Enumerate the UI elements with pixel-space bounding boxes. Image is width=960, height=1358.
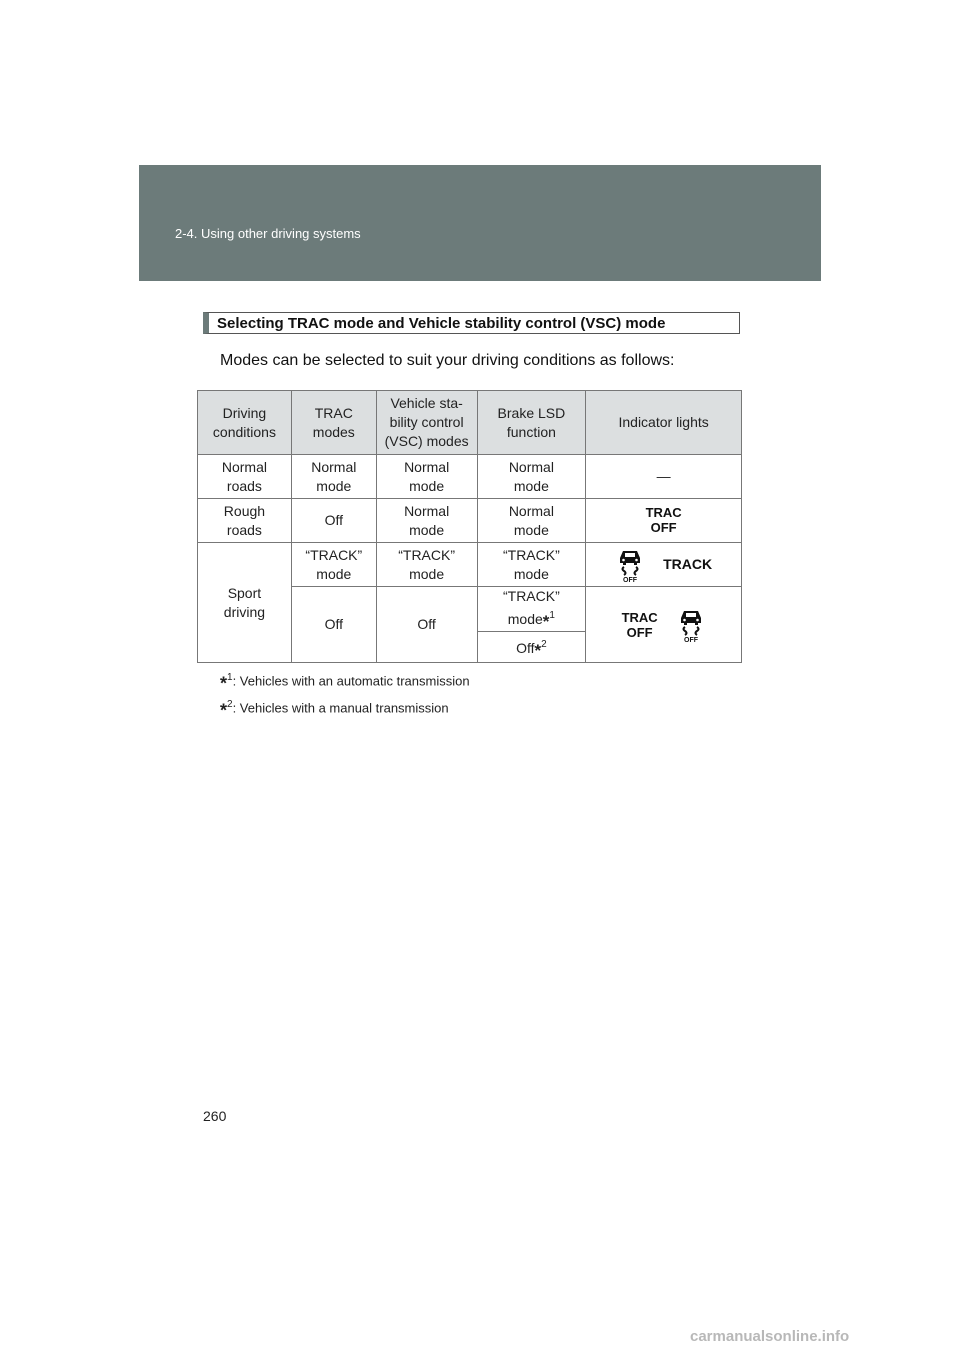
cell-off-indicator	[586, 587, 742, 663]
cell-track-indicator	[586, 543, 742, 587]
cell-rough-trac: Off	[291, 499, 376, 543]
cell-normal-indicator: —	[586, 455, 742, 499]
table-row	[198, 543, 742, 587]
section-heading	[203, 312, 740, 334]
footnote-1: *$^1$: Vehicles with an automatic transmission	[220, 672, 470, 694]
cell-rough-vsc: Normal mode	[376, 499, 477, 543]
cell-normal-trac: Normal mode	[291, 455, 376, 499]
cell-rough-roads: Rough roads	[198, 499, 292, 543]
section-heading-text: Selecting TRAC mode and Vehicle stability control (VSC) mode	[217, 315, 666, 332]
chapter-header-band	[139, 165, 821, 281]
section-title: 2-4. Using other driving systems	[175, 226, 361, 241]
mode-table	[197, 390, 742, 663]
trac-off-indicator: TRAC OFF	[621, 609, 658, 640]
cell-off-trac: Off	[291, 587, 376, 663]
cell-off-lsd-off: Off*$^2$	[477, 632, 586, 663]
vsc-off-icon	[676, 607, 706, 643]
vsc-off-icon	[615, 547, 645, 583]
cell-rough-indicator	[586, 499, 742, 543]
cell-normal-roads: Normal roads	[198, 455, 292, 499]
cell-track-trac: “TRACK” mode	[291, 543, 376, 587]
table-row	[198, 455, 742, 499]
header-brake-lsd: Brake LSD function	[477, 391, 586, 455]
header-indicator-lights: Indicator lights	[586, 391, 742, 455]
cell-track-vsc: “TRACK” mode	[376, 543, 477, 587]
footnote-2: *$^2$: Vehicles with a manual transmission	[220, 699, 449, 721]
svg-text:OFF: OFF	[683, 636, 698, 643]
table-header-row	[198, 391, 742, 455]
svg-text:OFF: OFF	[623, 576, 638, 583]
track-indicator: TRACK	[663, 556, 713, 572]
table-row	[198, 499, 742, 543]
watermark: carmanualsonline.info	[690, 1328, 850, 1345]
trac-off-indicator: TRAC OFF	[645, 504, 682, 535]
header-driving-conditions: Driving conditions	[198, 391, 292, 455]
cell-off-vsc: Off	[376, 587, 477, 663]
header-vsc-modes: Vehicle sta- bility control (VSC) modes	[376, 391, 477, 455]
cell-off-lsd-track: “TRACK” mode*$^1$	[477, 587, 586, 632]
cell-normal-lsd: Normal mode	[477, 455, 586, 499]
header-trac-modes: TRAC modes	[291, 391, 376, 455]
cell-normal-vsc: Normal mode	[376, 455, 477, 499]
cell-rough-lsd: Normal mode	[477, 499, 586, 543]
cell-sport-driving: Sport driving	[198, 543, 292, 663]
cell-track-lsd: “TRACK” mode	[477, 543, 586, 587]
page-number: 260	[203, 1108, 227, 1124]
intro-text: Modes can be selected to suit your driving conditions as follows:	[220, 352, 675, 369]
